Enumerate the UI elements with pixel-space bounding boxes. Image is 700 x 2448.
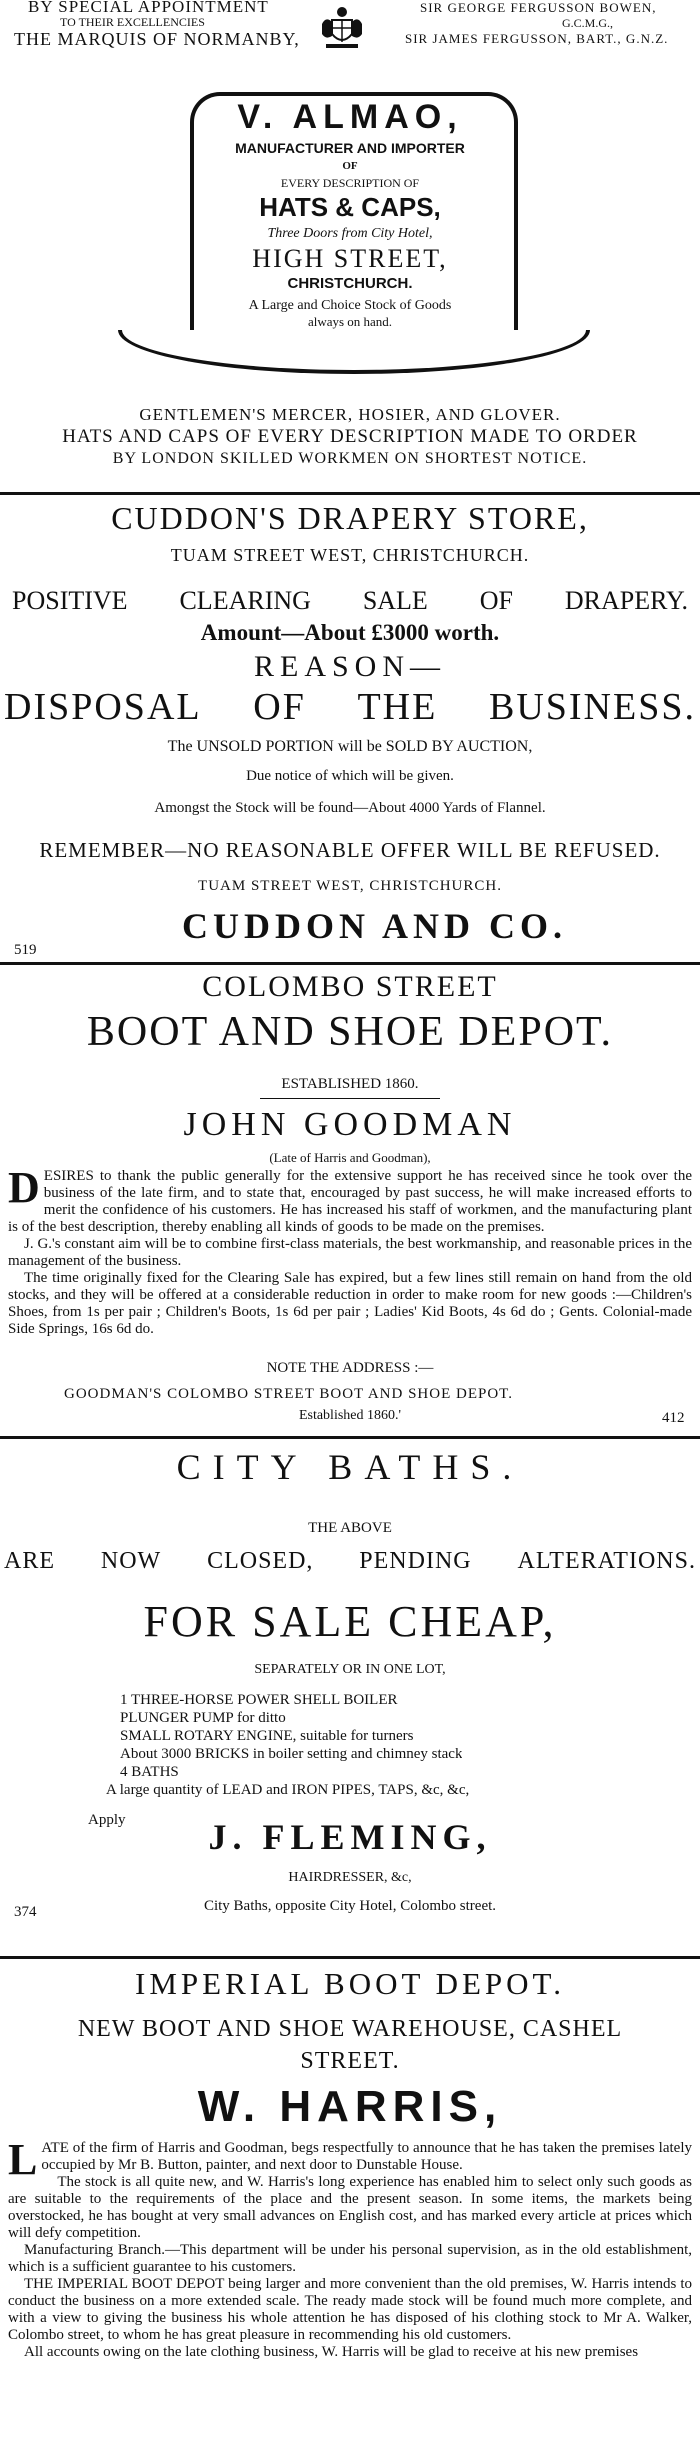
cuddon-address2: TUAM STREET WEST, CHRISTCHURCH. [198,878,502,894]
baths-item: 1 THREE-HORSE POWER SHELL BOILER [120,1692,398,1708]
baths-item: 4 BATHS [120,1764,179,1780]
baths-closed-word: ARE [4,1548,55,1574]
baths-item: PLUNGER PUMP for ditto [120,1710,286,1726]
goodman-paragraph: The time originally fixed for the Clearing Sale has expired, but a few lines still remain on hand from the old stocks, and they will be offered at a considerable reduction in order to make room for new goods :—Children's Shoes, from 1s per pair ; Children's Boots, 1s 6d per pair ; Ladies' Kid Boots, 4s 6d do ; Gents. Colonial-made Side Springs, 16s 6d do. [8,1270,692,1337]
cuddon-address: TUAM STREET WEST, CHRISTCHURCH. [170,545,530,565]
cuddon-clearing-word: SALE [362,586,428,615]
baths-closed-word: CLOSED, [207,1548,314,1574]
cuddon-clearing-word: OF [479,586,513,615]
goodman-paragraph: J. G.'s constant aim will be to combine first-class materials, the best workmanship, and reasonable prices in the management of the business. [8,1236,692,1269]
imperial-dropcap: L [8,2140,38,2184]
baths-title: CITY BATHS. [176,1447,524,1487]
baths-sale: FOR SALE CHEAP, [143,1597,557,1646]
baths-closed-word: ALTERATIONS. [517,1548,696,1574]
baths-item: About 3000 BRICKS in boiler setting and chimney stack [120,1746,463,1762]
cuddon-unsold: The UNSOLD PORTION will be SOLD BY AUCTION, [167,738,533,755]
almao-line6: HIGH STREET, [252,244,448,273]
header-right-line3: SIR JAMES FERGUSSON, BART., G.N.Z. [405,31,669,46]
baths-apply: Apply [88,1812,126,1828]
cuddon-stock: Amongst the Stock will be found—About 4000 Yards of Flannel. [154,800,546,816]
almao-line3: EVERY DESCRIPTION OF [280,176,420,190]
goodman-established: ESTABLISHED 1860. [281,1076,419,1092]
baths-name: J. FLEMING, [208,1817,492,1857]
imperial-paragraph: THE IMPERIAL BOOT DEPOT being larger and more convenient than the old premises, W. Harris intends to conduct the business on a more extended scale. The ready made stock will be found much more complete, and with a view to giving the business his whole attention he has disposed of his clothing stock to Mr A. Walker, Colombo street, to whom he has great pleasure in recommending his old customers. [8,2276,692,2343]
imperial-body [8,2140,692,2448]
almao-line9: always on hand. [307,314,393,329]
imperial-paragraph: Manufacturing Branch.—This department will be under his personal supervision, as in the old establishment, which is a sufficient guarantee to his customers. [8,2242,692,2275]
goodman-ref: 412 [662,1410,685,1426]
almao-footer2: HATS AND CAPS OF EVERY DESCRIPTION MADE TO ORDER [62,426,638,447]
cuddon-reason: REASON— [253,650,446,683]
goodman-late: (Late of Harris and Goodman), [269,1150,431,1165]
baths-item: SMALL ROTARY ENGINE, suitable for turners [120,1728,414,1744]
cuddon-disposal-word: OF [253,686,306,728]
cuddon-disposal-word: DISPOSAL [4,686,202,728]
imperial-sub2: STREET. [300,2048,400,2074]
imperial-paragraph: ATE of the firm of Harris and Goodman, begs respectfully to announce that he has taken the premises lately occupied by Mr B. Button, painter, and next door to Dunstable House. [41,2140,692,2173]
goodman-address: GOODMAN'S COLOMBO STREET BOOT AND SHOE DEPOT. [64,1386,513,1402]
cuddon-notice: Due notice of which will be given. [246,768,454,784]
imperial-paragraph: The stock is all quite new, and W. Harris's long experience has enabled him to select only such goods as are suitable to the requirements of the place and the present season. In some items, the markets being overstocked, he has bought at very small advances on English cost, and has marked every article at prices which will defy competition. [8,2174,692,2241]
goodman-note: NOTE THE ADDRESS :— [266,1360,434,1376]
cuddon-clearing-word: DRAPERY. [564,586,688,615]
almao-line2: OF [342,160,358,172]
cuddon-amount: Amount—About £3000 worth. [200,620,500,645]
baths-ref: 374 [14,1904,37,1920]
imperial-name: W. HARRIS, [197,2082,503,2131]
imperial-title: IMPERIAL BOOT DEPOT. [135,1966,565,2001]
baths-address: City Baths, opposite City Hotel, Colombo street. [203,1898,497,1914]
cuddon-title: CUDDON'S DRAPERY STORE, [111,500,589,536]
cuddon-ref: 519 [14,942,37,958]
baths-closed-word: PENDING [359,1548,472,1574]
goodman-established2: Established 1860.' [298,1408,402,1423]
cuddon-remember: REMEMBER—NO REASONABLE OFFER WILL BE REFUSED. [39,838,661,862]
baths-separately: SEPARATELY OR IN ONE LOT, [254,1662,446,1677]
baths-above: THE ABOVE [308,1520,392,1536]
almao-line7: CHRISTCHURCH. [287,275,413,292]
cuddon-clearing-word: POSITIVE [12,586,128,615]
cuddon-signature: CUDDON AND CO. [182,906,567,946]
goodman-title1: COLOMBO STREET [202,970,498,1003]
header-left-line2: TO THEIR EXCELLENCIES [60,15,205,29]
cuddon-clearing-word: CLEARING [179,586,311,615]
imperial-sub1: NEW BOOT AND SHOE WAREHOUSE, CASHEL [77,2016,623,2042]
cuddon-disposal-word: BUSINESS. [488,686,696,728]
almao-line1: MANUFACTURER AND IMPORTER [235,140,465,156]
almao-footer3: BY LONDON SKILLED WORKMEN ON SHORTEST NOTICE. [112,450,588,467]
cuddon-disposal-word: THE [357,686,438,728]
almao-line5: Three Doors from City Hotel, [267,226,433,241]
baths-item: A large quantity of LEAD and IRON PIPES, TAPS, &c, &c, [106,1782,470,1798]
header-left-line3: THE MARQUIS OF NORMANBY, [14,29,300,49]
baths-closed-word: NOW [100,1548,162,1574]
almao-name: V. ALMAO, [237,98,463,136]
almao-footer1: GENTLEMEN'S MERCER, HOSIER, AND GLOVER. [139,405,561,424]
goodman-dropcap: D [8,1168,40,1212]
goodman-name: JOHN GOODMAN [183,1106,517,1143]
header-right-line2: G.C.M.G., [562,16,614,30]
goodman-title2: BOOT AND SHOE DEPOT. [86,1009,614,1055]
almao-line8: A Large and Choice Stock of Goods [248,298,452,313]
almao-line4: HATS & CAPS, [259,192,441,222]
baths-trade: HAIRDRESSER, &c, [288,1870,412,1885]
imperial-paragraph: All accounts owing on the late clothing business, W. Harris will be glad to receive at his new premises [24,2344,639,2360]
header-right-line1: SIR GEORGE FERGUSSON BOWEN, [420,0,657,15]
header-left-line1: BY SPECIAL APPOINTMENT [28,0,269,16]
goodman-paragraph: ESIRES to thank the public generally for the extensive support he has received since he took over the business of the late firm, and to state that, encouraged by past success, he will make increased efforts to merit the confidence of his customers. He has increased his staff of workmen, and the manufacturing plant is of the best description, thereby enabling all kinds of goods to be made on the premises. [8,1168,692,1235]
